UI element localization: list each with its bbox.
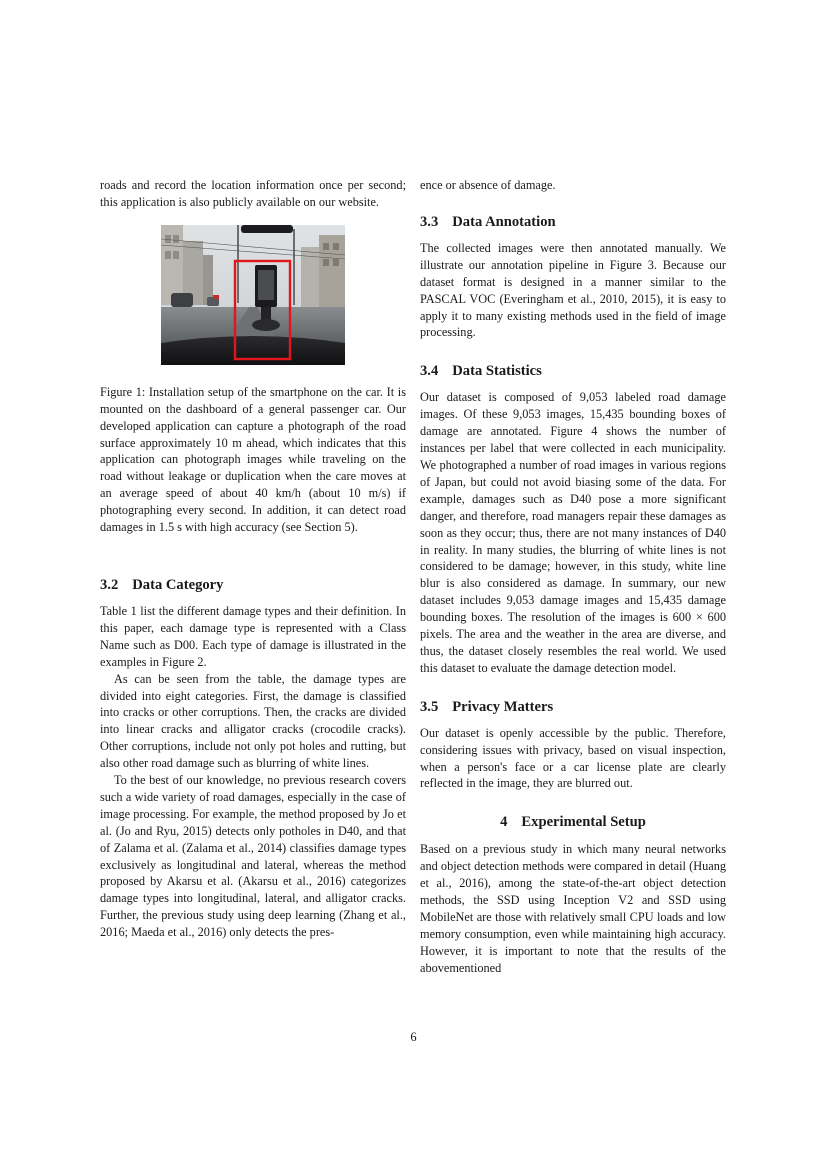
section-number: 3.2 [100,576,119,593]
section-3-4-heading [420,362,726,380]
section-number: 3.5 [420,698,439,715]
section-number: 3.3 [420,213,439,230]
section-title: Data Category [132,576,224,593]
section-4-heading [420,813,726,831]
page-number: 6 [410,1030,417,1044]
section-3-2-heading [100,576,406,594]
section-title: Data Annotation [452,213,556,230]
figure-1-caption: Figure 1: Installation setup of the smartphone on the car. It is mounted on the dashboard of a general passenger car. Our developed application can capture a photograph of the road surface approximately 10 m ahead, which indicates that this application can photograph images while traveling on the road without leakage or duplication when the care moves at an average speed of about 40 km/h (about 10 m/s) if photographing every second. In addition, it can detect road damages in 1.5 s with high accuracy (see Section 5). [100,384,406,535]
left-column [100,177,406,941]
section-3-5-paragraph: Our dataset is openly accessible by the public. Therefore, considering issues with privacy, based on visual inspection, when a person's face or a car license plate are clearly reflected in the image, they are blurred out. [420,725,726,791]
right-column [420,177,726,977]
section-3-4-paragraph: Our dataset is composed of 9,053 labeled road damage images. Of these 9,053 images, 15,435 bounding boxes of damage are annotated. Figure 4 shows the number of instances per label that were collected in each municipality. We photographed a number of road images in various regions of Japan, but could not avoid biasing some of the data. For example, damages such as D40 pose a more significant danger, and therefore, road managers repair these damages as soon as they occur; thus, there are not many instances of D40 in reality. In many studies, the blurring of white lines is not considered to be damage; however, in this study, white line blur is also considered as damage. In summary, our new dataset includes 9,053 damage images and 15,435 damage bounding boxes. The resolution of the images is 600 × 600 pixels. The area and the weather in the area are diverse, and thus, the dataset closely resembles the real world. We used this dataset to evaluate the damage detection model. [420,390,726,675]
section-title: Data Statistics [452,363,542,380]
section-title: Experimental Setup [521,814,646,831]
section-4-paragraph: Based on a previous study in which many neural networks and object detection methods were compared in detail (Huang et al., 2016), among the state-of-the-art object detection methods, the SSD using Inception V2 and SSD using MobileNet are those with relatively small CPU loads and low memory consumption, even while maintaining high accuracy. However, it is important to note that the results of the abovementioned [420,842,726,975]
section-3-3-paragraph: The collected images were then annotated manually. We illustrate our annotation pipeline in Figure 3. Because our dataset format is designed in a manner similar to the PASCAL VOC (Everingham et al., 2010, 2015), it is easy to apply it to many existing methods used in the field of image processing. [420,240,726,340]
section-number: 4 [500,814,508,831]
continuation-paragraph: ence or absence of damage. [420,178,556,192]
section-number: 3.4 [420,363,439,380]
figure-1-photo [161,225,345,365]
intro-paragraph: roads and record the location information once per second; this application is also publicly available on our website. [100,178,406,209]
section-3-5-heading [420,698,726,716]
section-3-3-heading [420,213,726,231]
section-3-2-paragraph-3: To the best of our knowledge, no previous research covers such a wide variety of road damages, especially in the case of image processing. For example, the method proposed by Jo et al. (Jo and Ryu, 2015) detects only potholes in D40, and that of Zalama et al. (Zalama et al., 2014) classifies damage types exclusively as longitudinal and lateral, whereas the method proposed by Akarsu et al. (Akarsu et al., 2016) categorizes damage types into longitudinal, lateral, and alligator cracks. Further, the previous study using deep learning (Zhang et al., 2016; Maeda et al., 2016) only detects the pres- [100,773,406,940]
section-title: Privacy Matters [452,698,554,715]
section-3-2-paragraph-2: As can be seen from the table, the damage types are divided into eight categories. First, the damage is classified into cracks or other corruptions. Then, the cracks are divided into linear cracks and alligator cracks (crocodile cracks). Other corruptions, include not only pot holes and rutting, but also other road damage such as blurring of white lines. [100,671,406,771]
section-3-2-paragraph-1: Table 1 list the different damage types and their definition. In this paper, each damage type is represented with a Class Name such as D00. Each type of damage is illustrated in the examples in Figure 2. [100,603,406,669]
dashboard-phone-photo [161,225,345,365]
